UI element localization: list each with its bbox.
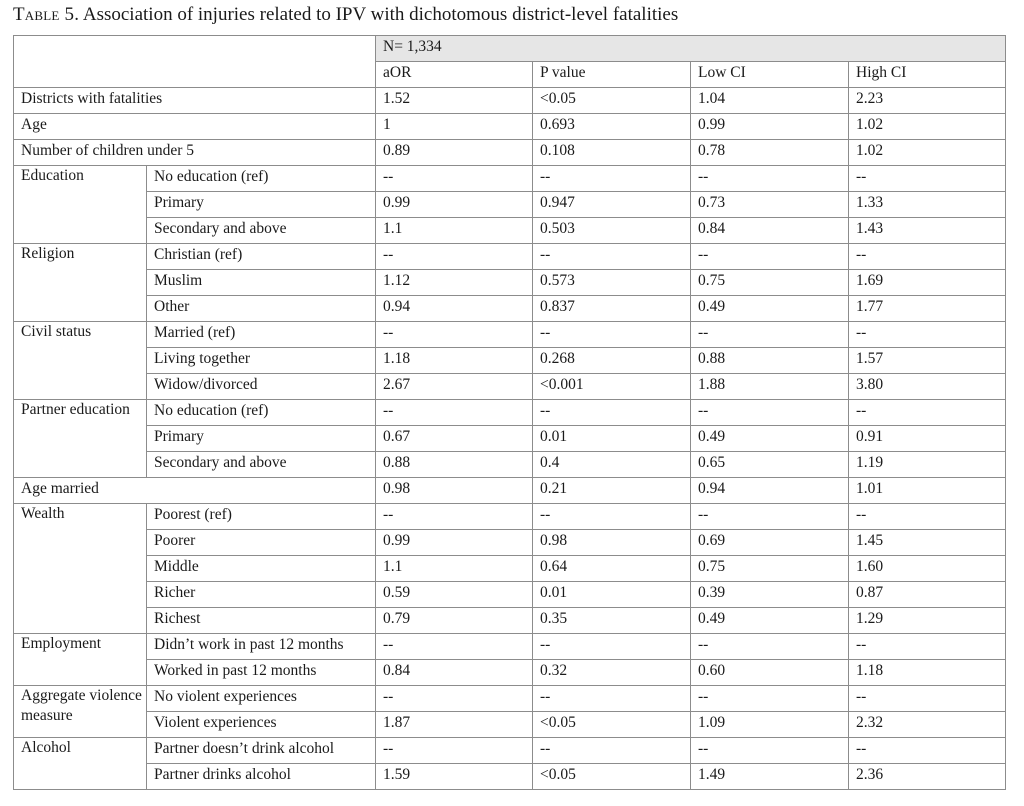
table-row [14, 114, 1006, 140]
category-label: Primary [147, 426, 376, 452]
aor-cell: -- [376, 634, 533, 660]
low-ci-cell: 1.04 [691, 88, 849, 114]
high-ci-cell: 1.01 [849, 478, 1006, 504]
p-value-cell: 0.573 [533, 270, 691, 296]
p-value-cell: -- [533, 400, 691, 426]
column-header-high-ci: High CI [849, 62, 1006, 88]
low-ci-cell: 0.73 [691, 192, 849, 218]
table-row [14, 504, 1006, 530]
p-value-cell: 0.64 [533, 556, 691, 582]
table-row [14, 764, 1006, 790]
low-ci-cell: 0.94 [691, 478, 849, 504]
high-ci-cell: -- [849, 634, 1006, 660]
table-row [14, 348, 1006, 374]
category-label: Middle [147, 556, 376, 582]
results-table [13, 35, 1006, 790]
aor-cell: -- [376, 166, 533, 192]
variable-group-label: Alcohol [14, 738, 147, 790]
high-ci-cell: 1.02 [849, 114, 1006, 140]
low-ci-cell: -- [691, 738, 849, 764]
category-label: Living together [147, 348, 376, 374]
category-label: Christian (ref) [147, 244, 376, 270]
table-row [14, 322, 1006, 348]
table-row [14, 400, 1006, 426]
variable-group-label: Education [14, 166, 147, 244]
low-ci-cell: 0.49 [691, 426, 849, 452]
aor-cell: -- [376, 686, 533, 712]
high-ci-cell: 2.36 [849, 764, 1006, 790]
high-ci-cell: 1.18 [849, 660, 1006, 686]
aor-cell: 0.88 [376, 452, 533, 478]
low-ci-cell: 0.65 [691, 452, 849, 478]
p-value-cell: -- [533, 504, 691, 530]
table-title: Association of injuries related to IPV with dichotomous district-level fatalities [82, 4, 679, 25]
category-label: Secondary and above [147, 218, 376, 244]
table-body [14, 36, 1006, 790]
aor-cell: -- [376, 244, 533, 270]
high-ci-cell: 1.43 [849, 218, 1006, 244]
header-row-n [14, 36, 1006, 62]
high-ci-cell: 1.69 [849, 270, 1006, 296]
aor-cell: -- [376, 400, 533, 426]
table-row [14, 556, 1006, 582]
low-ci-cell: 1.88 [691, 374, 849, 400]
aor-cell: 1.1 [376, 556, 533, 582]
p-value-cell: 0.837 [533, 296, 691, 322]
low-ci-cell: 0.60 [691, 660, 849, 686]
p-value-cell: 0.4 [533, 452, 691, 478]
table-row [14, 192, 1006, 218]
sample-size-cell: N= 1,334 [376, 36, 1006, 62]
high-ci-cell: -- [849, 166, 1006, 192]
high-ci-cell: 0.91 [849, 426, 1006, 452]
p-value-cell: 0.35 [533, 608, 691, 634]
table-row [14, 452, 1006, 478]
high-ci-cell: 1.29 [849, 608, 1006, 634]
aor-cell: -- [376, 322, 533, 348]
column-header-low-ci: Low CI [691, 62, 849, 88]
high-ci-cell: -- [849, 738, 1006, 764]
table-row [14, 634, 1006, 660]
table-row [14, 218, 1006, 244]
table-row [14, 296, 1006, 322]
aor-cell: 0.98 [376, 478, 533, 504]
aor-cell: 1.59 [376, 764, 533, 790]
low-ci-cell: -- [691, 166, 849, 192]
low-ci-cell: -- [691, 322, 849, 348]
category-label: Married (ref) [147, 322, 376, 348]
low-ci-cell: -- [691, 504, 849, 530]
category-label: Richest [147, 608, 376, 634]
low-ci-cell: -- [691, 400, 849, 426]
table-caption [13, 4, 678, 26]
table-row [14, 244, 1006, 270]
high-ci-cell: 2.23 [849, 88, 1006, 114]
table-row [14, 140, 1006, 166]
low-ci-cell: 0.69 [691, 530, 849, 556]
category-label: Richer [147, 582, 376, 608]
aor-cell: 1.1 [376, 218, 533, 244]
p-value-cell: 0.32 [533, 660, 691, 686]
low-ci-cell: 1.09 [691, 712, 849, 738]
p-value-cell: -- [533, 634, 691, 660]
category-label: Other [147, 296, 376, 322]
category-label: No education (ref) [147, 400, 376, 426]
high-ci-cell: 1.45 [849, 530, 1006, 556]
low-ci-cell: 0.99 [691, 114, 849, 140]
aor-cell: 0.67 [376, 426, 533, 452]
p-value-cell: 0.01 [533, 582, 691, 608]
table-row [14, 660, 1006, 686]
category-label: Widow/divorced [147, 374, 376, 400]
high-ci-cell: 2.32 [849, 712, 1006, 738]
variable-label: Districts with fatalities [14, 88, 376, 114]
high-ci-cell: 1.60 [849, 556, 1006, 582]
header-blank-cell [14, 36, 376, 88]
aor-cell: 1.87 [376, 712, 533, 738]
aor-cell: 2.67 [376, 374, 533, 400]
low-ci-cell: 0.75 [691, 270, 849, 296]
table-row [14, 608, 1006, 634]
high-ci-cell: -- [849, 322, 1006, 348]
table-row [14, 88, 1006, 114]
variable-group-label: Employment [14, 634, 147, 686]
high-ci-cell: -- [849, 504, 1006, 530]
variable-label: Age [14, 114, 376, 140]
variable-group-label: Civil status [14, 322, 147, 400]
high-ci-cell: 3.80 [849, 374, 1006, 400]
low-ci-cell: 1.49 [691, 764, 849, 790]
column-header-aor: aOR [376, 62, 533, 88]
high-ci-cell: 1.33 [849, 192, 1006, 218]
aor-cell: 1 [376, 114, 533, 140]
category-label: Partner doesn’t drink alcohol [147, 738, 376, 764]
table-row [14, 166, 1006, 192]
table-row [14, 582, 1006, 608]
aor-cell: -- [376, 738, 533, 764]
variable-group-label: Religion [14, 244, 147, 322]
category-label: Partner drinks alcohol [147, 764, 376, 790]
p-value-cell: -- [533, 322, 691, 348]
p-value-cell: <0.05 [533, 764, 691, 790]
low-ci-cell: -- [691, 634, 849, 660]
high-ci-cell: 1.19 [849, 452, 1006, 478]
high-ci-cell: -- [849, 686, 1006, 712]
table-row [14, 478, 1006, 504]
p-value-cell: 0.98 [533, 530, 691, 556]
p-value-cell: -- [533, 166, 691, 192]
aor-cell: 0.99 [376, 192, 533, 218]
high-ci-cell: 1.02 [849, 140, 1006, 166]
p-value-cell: 0.693 [533, 114, 691, 140]
aor-cell: 1.18 [376, 348, 533, 374]
category-label: Primary [147, 192, 376, 218]
p-value-cell: 0.947 [533, 192, 691, 218]
column-header-p-value: P value [533, 62, 691, 88]
aor-cell: -- [376, 504, 533, 530]
table-row [14, 686, 1006, 712]
high-ci-cell: -- [849, 244, 1006, 270]
category-label: Worked in past 12 months [147, 660, 376, 686]
aor-cell: 0.94 [376, 296, 533, 322]
p-value-cell: 0.108 [533, 140, 691, 166]
aor-cell: 1.52 [376, 88, 533, 114]
variable-group-label: Wealth [14, 504, 147, 634]
table-row [14, 426, 1006, 452]
p-value-cell: -- [533, 686, 691, 712]
category-label: Poorest (ref) [147, 504, 376, 530]
p-value-cell: -- [533, 738, 691, 764]
high-ci-cell: 1.57 [849, 348, 1006, 374]
p-value-cell: <0.001 [533, 374, 691, 400]
low-ci-cell: 0.49 [691, 608, 849, 634]
p-value-cell: 0.21 [533, 478, 691, 504]
p-value-cell: <0.05 [533, 712, 691, 738]
aor-cell: 0.79 [376, 608, 533, 634]
table-row [14, 738, 1006, 764]
aor-cell: 0.99 [376, 530, 533, 556]
high-ci-cell: 0.87 [849, 582, 1006, 608]
p-value-cell: <0.05 [533, 88, 691, 114]
p-value-cell: 0.268 [533, 348, 691, 374]
table-number: Table 5. [13, 4, 80, 25]
variable-group-label: Aggregate violence measure [14, 686, 147, 738]
table-row [14, 712, 1006, 738]
category-label: Secondary and above [147, 452, 376, 478]
variable-label: Age married [14, 478, 376, 504]
table-row [14, 374, 1006, 400]
variable-label: Number of children under 5 [14, 140, 376, 166]
low-ci-cell: 0.84 [691, 218, 849, 244]
p-value-cell: 0.01 [533, 426, 691, 452]
aor-cell: 0.89 [376, 140, 533, 166]
aor-cell: 0.84 [376, 660, 533, 686]
low-ci-cell: 0.39 [691, 582, 849, 608]
category-label: Poorer [147, 530, 376, 556]
high-ci-cell: 1.77 [849, 296, 1006, 322]
low-ci-cell: 0.75 [691, 556, 849, 582]
aor-cell: 1.12 [376, 270, 533, 296]
table-row [14, 270, 1006, 296]
category-label: Violent experiences [147, 712, 376, 738]
low-ci-cell: -- [691, 686, 849, 712]
category-label: Didn’t work in past 12 months [147, 634, 376, 660]
low-ci-cell: 0.88 [691, 348, 849, 374]
low-ci-cell: -- [691, 244, 849, 270]
table-row [14, 530, 1006, 556]
category-label: No education (ref) [147, 166, 376, 192]
low-ci-cell: 0.49 [691, 296, 849, 322]
p-value-cell: 0.503 [533, 218, 691, 244]
category-label: No violent experiences [147, 686, 376, 712]
aor-cell: 0.59 [376, 582, 533, 608]
low-ci-cell: 0.78 [691, 140, 849, 166]
high-ci-cell: -- [849, 400, 1006, 426]
category-label: Muslim [147, 270, 376, 296]
p-value-cell: -- [533, 244, 691, 270]
variable-group-label: Partner education [14, 400, 147, 478]
